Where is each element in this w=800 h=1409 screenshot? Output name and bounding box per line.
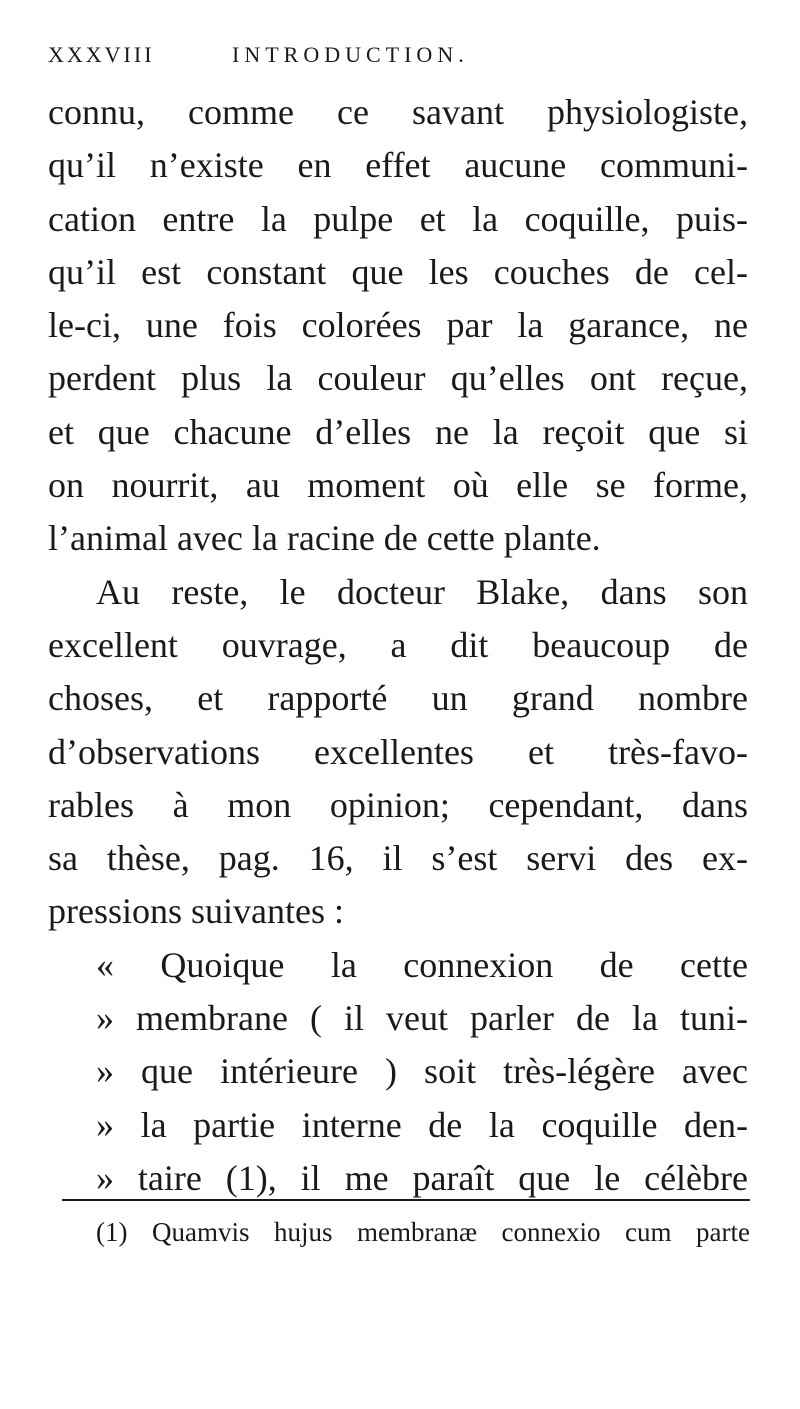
text-line: d’observations excellentes et très-favo-: [48, 731, 748, 772]
text-line: le-ci, une fois colorées par la garance, ne: [48, 305, 748, 346]
text-line: sa thèse, pag. 16, il s’est servi des ex-: [48, 838, 748, 879]
text-line: on nourrit, au moment où elle se forme,: [48, 465, 748, 506]
running-title: INTRODUCTION.: [232, 42, 469, 67]
text-line: qu’il est constant que les couches de cel-: [48, 251, 748, 292]
text-line: choses, et rapporté un grand nombre: [48, 678, 748, 719]
quote-line: « Quoique la connexion de cette: [96, 944, 748, 985]
quote-line: » que intérieure ) soit très-légère avec: [96, 1051, 748, 1092]
text-line: cation entre la pulpe et la coquille, puis-: [48, 198, 748, 239]
text-line: connu, comme ce savant physiologiste,: [48, 92, 748, 132]
paragraph-start-line: Au reste, le docteur Blake, dans son: [96, 571, 748, 612]
text-line: qu’il n’existe en effet aucune communi-: [48, 145, 748, 186]
quote-line: » membrane ( il veut parler de la tuni-: [96, 998, 748, 1039]
running-head: [48, 42, 748, 82]
page-number: XXXVIII: [48, 42, 155, 67]
text-line: excellent ouvrage, a dit beaucoup de: [48, 624, 748, 665]
quote-line: » taire (1), il me paraît que le célèbre: [96, 1157, 748, 1198]
text-line: et que chacune d’elles ne la reçoit que si: [48, 411, 748, 452]
quote-line: » la partie interne de la coquille den-: [96, 1104, 748, 1145]
text-line: rables à mon opinion; cependant, dans: [48, 784, 748, 825]
footnote-divider: [62, 1199, 750, 1201]
paragraph-end-line: l’animal avec la racine de cette plante.: [48, 518, 601, 559]
text-line: perdent plus la couleur qu’elles ont reçue,: [48, 358, 748, 399]
paragraph-end-line: pressions suivantes :: [48, 891, 344, 932]
body-text: [48, 86, 748, 1205]
footnote: (1) Quamvis hujus membranæ connexio cum parte: [96, 1217, 750, 1247]
